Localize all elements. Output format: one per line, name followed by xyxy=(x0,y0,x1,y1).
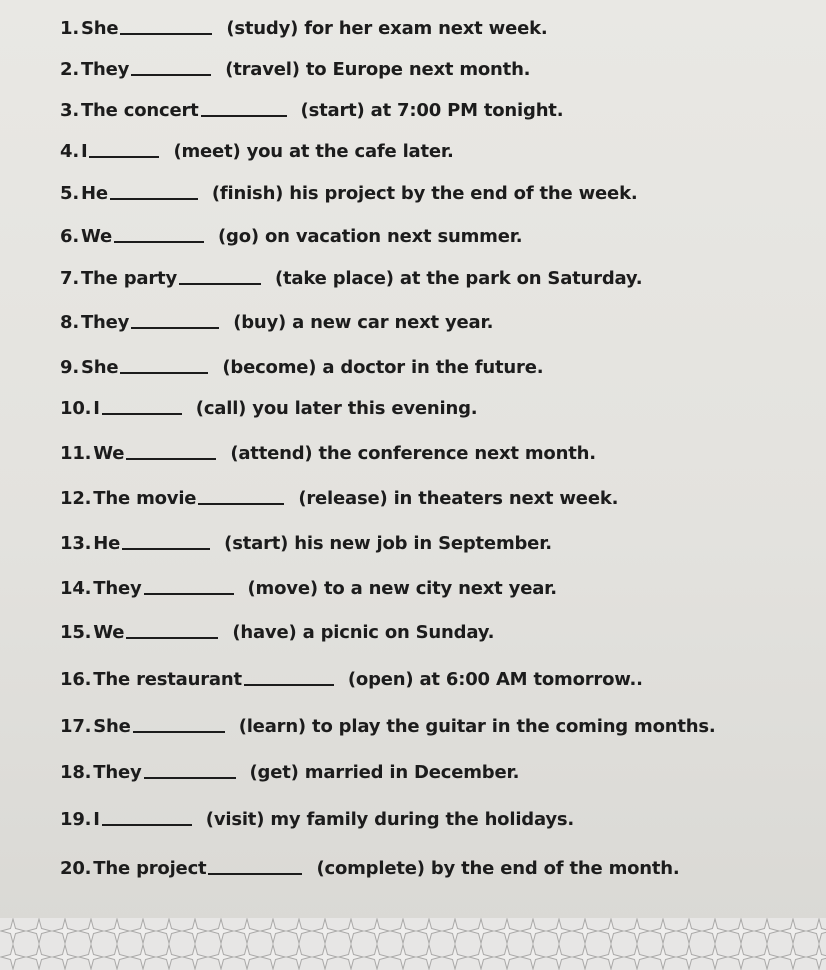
exercise-item xyxy=(60,809,574,830)
item-verb: (study) xyxy=(226,18,299,39)
item-subject: They xyxy=(80,312,130,333)
item-subject: The movie xyxy=(93,488,197,509)
item-number: 18. xyxy=(60,762,92,783)
item-number: 19. xyxy=(60,809,92,830)
item-number: 6. xyxy=(60,226,79,247)
item-rest: his project by the end of the week. xyxy=(289,183,638,204)
exercise-item xyxy=(60,100,563,121)
item-subject: The party xyxy=(80,268,177,289)
exercise-item xyxy=(60,59,530,80)
item-subject: She xyxy=(80,357,119,378)
item-verb: (complete) xyxy=(316,858,425,879)
item-subject: They xyxy=(80,59,130,80)
item-number: 8. xyxy=(60,312,79,333)
item-subject: He xyxy=(80,183,108,204)
exercise-item xyxy=(60,443,596,464)
item-subject: I xyxy=(93,398,100,419)
exercise-item xyxy=(60,18,548,39)
exercise-item xyxy=(60,762,519,783)
item-rest: to a new city next year. xyxy=(323,578,557,599)
item-verb: (release) xyxy=(298,488,388,509)
item-rest: a doctor in the future. xyxy=(322,357,544,378)
answer-blank[interactable] xyxy=(89,156,159,158)
item-number: 2. xyxy=(60,59,79,80)
item-number: 7. xyxy=(60,268,79,289)
item-subject: They xyxy=(93,578,142,599)
answer-blank[interactable] xyxy=(144,777,236,779)
exercise-item xyxy=(60,716,716,737)
exercise-item xyxy=(60,533,552,554)
item-number: 16. xyxy=(60,669,92,690)
decorative-border xyxy=(0,918,826,970)
item-number: 15. xyxy=(60,622,92,643)
exercise-item xyxy=(60,578,557,599)
exercise-item xyxy=(60,669,643,690)
answer-blank[interactable] xyxy=(144,593,234,595)
item-verb: (meet) xyxy=(173,141,241,162)
item-rest: a picnic on Sunday. xyxy=(302,622,495,643)
item-verb: (buy) xyxy=(233,312,287,333)
exercise-item xyxy=(60,488,618,509)
item-subject: I xyxy=(93,809,100,830)
item-subject: We xyxy=(93,622,125,643)
item-verb: (visit) xyxy=(205,809,265,830)
answer-blank[interactable] xyxy=(131,327,219,329)
item-verb: (attend) xyxy=(230,443,313,464)
exercise-item xyxy=(60,622,494,643)
exercise-item xyxy=(60,268,642,289)
exercise-item xyxy=(60,226,522,247)
item-verb: (learn) xyxy=(238,716,306,737)
item-number: 4. xyxy=(60,141,79,162)
answer-blank[interactable] xyxy=(244,684,334,686)
item-rest: married in December. xyxy=(304,762,520,783)
item-rest: to play the guitar in the coming months. xyxy=(312,716,716,737)
item-verb: (call) xyxy=(195,398,247,419)
item-number: 9. xyxy=(60,357,79,378)
item-verb: (start) xyxy=(300,100,365,121)
star-border-icon xyxy=(0,918,826,970)
item-verb: (start) xyxy=(224,533,289,554)
item-number: 10. xyxy=(60,398,92,419)
answer-blank[interactable] xyxy=(102,413,182,415)
exercise-item xyxy=(60,183,637,204)
item-subject: We xyxy=(93,443,125,464)
item-subject: We xyxy=(80,226,112,247)
item-verb: (become) xyxy=(222,357,317,378)
item-number: 13. xyxy=(60,533,92,554)
item-subject: The project xyxy=(93,858,207,879)
item-number: 5. xyxy=(60,183,79,204)
item-subject: He xyxy=(93,533,121,554)
exercise-item xyxy=(60,398,477,419)
item-verb: (get) xyxy=(249,762,299,783)
item-rest: at 7:00 PM tonight. xyxy=(370,100,564,121)
answer-blank[interactable] xyxy=(131,74,211,76)
answer-blank[interactable] xyxy=(208,873,302,875)
item-verb: (open) xyxy=(347,669,414,690)
exercise-item xyxy=(60,858,680,879)
item-subject: She xyxy=(80,18,119,39)
item-rest: a new car next year. xyxy=(292,312,494,333)
item-verb: (travel) xyxy=(225,59,300,80)
item-verb: (move) xyxy=(247,578,318,599)
answer-blank[interactable] xyxy=(120,372,208,374)
item-verb: (have) xyxy=(232,622,297,643)
item-number: 11. xyxy=(60,443,92,464)
item-number: 14. xyxy=(60,578,92,599)
exercise-item xyxy=(60,312,493,333)
item-rest: at the park on Saturday. xyxy=(399,268,643,289)
answer-blank[interactable] xyxy=(179,283,261,285)
item-verb: (go) xyxy=(218,226,259,247)
item-subject: I xyxy=(80,141,88,162)
item-rest: you at the cafe later. xyxy=(246,141,454,162)
item-rest: my family during the holidays. xyxy=(270,809,575,830)
exercise-item xyxy=(60,357,543,378)
item-rest: on vacation next summer. xyxy=(264,226,523,247)
item-subject: She xyxy=(93,716,131,737)
item-rest: to Europe next month. xyxy=(305,59,531,80)
item-subject: The concert xyxy=(80,100,199,121)
item-number: 20. xyxy=(60,858,92,879)
answer-blank[interactable] xyxy=(126,458,216,460)
item-verb: (take place) xyxy=(274,268,394,289)
answer-blank[interactable] xyxy=(102,824,192,826)
answer-blank[interactable] xyxy=(133,731,225,733)
item-number: 12. xyxy=(60,488,92,509)
item-verb: (finish) xyxy=(211,183,284,204)
item-rest: by the end of the month. xyxy=(430,858,680,879)
exercise-item xyxy=(60,141,454,162)
item-rest: at 6:00 AM tomorrow.. xyxy=(419,669,643,690)
answer-blank[interactable] xyxy=(110,198,198,200)
item-rest: in theaters next week. xyxy=(393,488,619,509)
answer-blank[interactable] xyxy=(122,548,210,550)
item-number: 17. xyxy=(60,716,92,737)
item-rest: his new job in September. xyxy=(294,533,552,554)
answer-blank[interactable] xyxy=(114,241,204,243)
answer-blank[interactable] xyxy=(198,503,284,505)
item-rest: you later this evening. xyxy=(252,398,478,419)
item-subject: The restaurant xyxy=(93,669,242,690)
answer-blank[interactable] xyxy=(201,115,287,117)
answer-blank[interactable] xyxy=(126,637,218,639)
item-rest: the conference next month. xyxy=(318,443,596,464)
item-rest: for her exam next week. xyxy=(304,18,548,39)
answer-blank[interactable] xyxy=(120,33,212,35)
item-number: 3. xyxy=(60,100,79,121)
item-number: 1. xyxy=(60,18,79,39)
item-subject: They xyxy=(93,762,142,783)
